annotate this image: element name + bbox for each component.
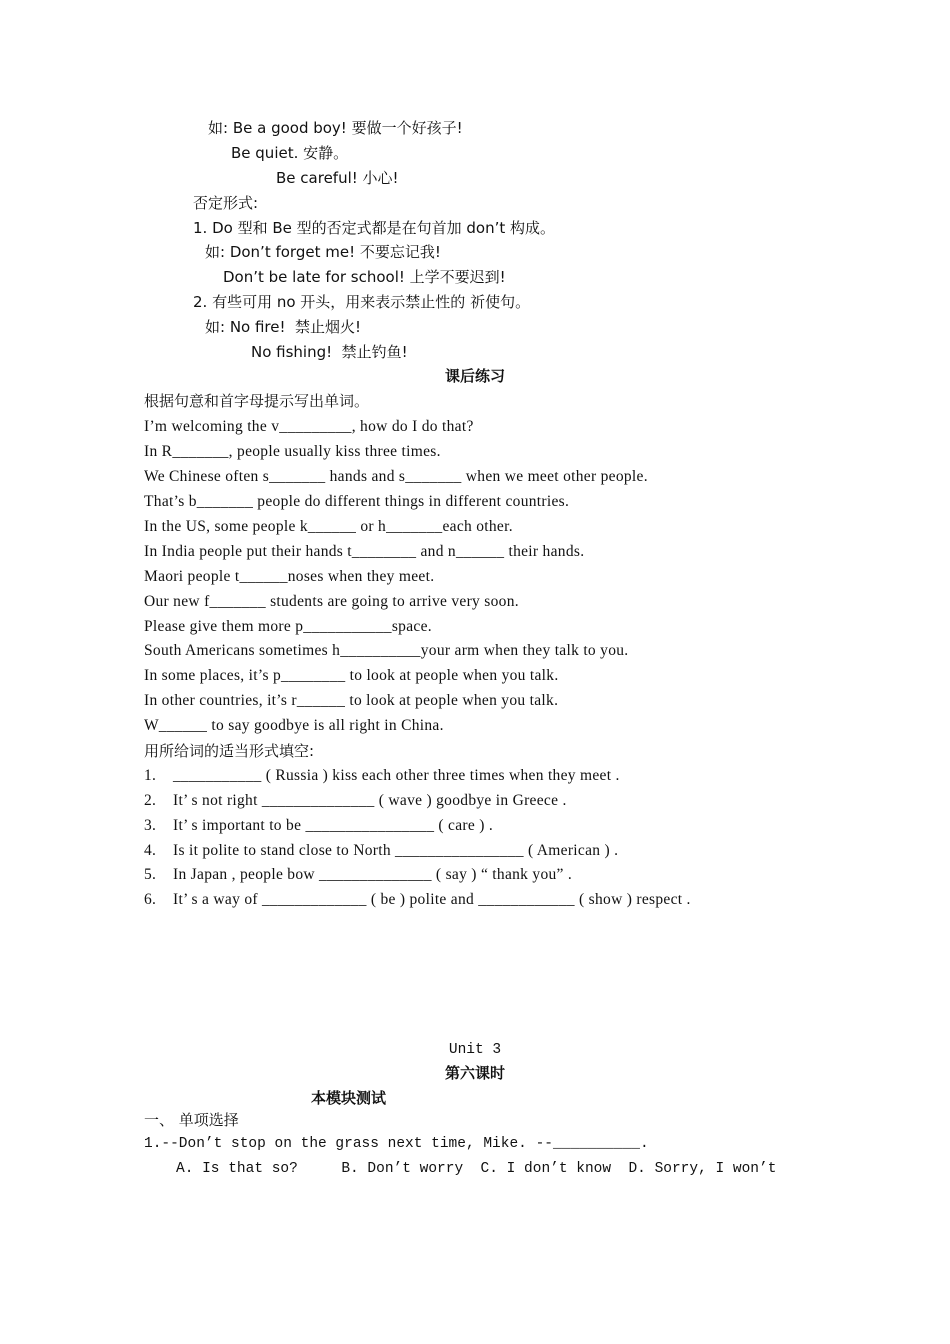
section-heading: 一、 单项选择	[144, 1111, 239, 1129]
rule-2: 2. 有些可用 no 开头，用来表示禁止性的 祈使句。	[193, 293, 531, 311]
item-number: 4.	[144, 842, 157, 859]
item-text: It’ s a way of _____________ ( be ) polite and ____________ ( show ) respect .	[173, 891, 691, 908]
question-1-options: A. Is that so? B. Don’t worry C. I don’t know D. Sorry, I won’t	[176, 1161, 777, 1177]
item-text: In Japan , people bow ______________ ( say ) “ thank you” .	[173, 866, 573, 883]
example-line: Don’t be late for school! 上学不要迟到!	[223, 268, 506, 286]
unit-heading: Unit 3	[448, 1042, 502, 1058]
exercise-item: South Americans sometimes h__________your arm when they talk to you.	[144, 642, 629, 659]
item-text: ___________ ( Russia ) kiss each other three times when they meet .	[173, 767, 620, 784]
exercise-item: Please give them more p___________space.	[144, 618, 432, 635]
example-line: Be careful! 小心!	[276, 169, 399, 187]
example-line: 如: Don’t forget me! 不要忘记我!	[205, 243, 441, 261]
item-text: Is it polite to stand close to North ________________ ( American ) .	[173, 842, 619, 859]
exercise-item: In some places, it’s p________ to look at people when you talk.	[144, 667, 559, 684]
item-text: It’ s important to be ________________ ( care ) .	[173, 817, 494, 834]
item-number: 2.	[144, 792, 157, 809]
question-1: 1.--Don’t stop on the grass next time, Mike. --__________.	[144, 1136, 649, 1152]
test-title: 本模块测试	[311, 1089, 387, 1107]
exercise-item: In India people put their hands t________ and n______ their hands.	[144, 543, 585, 560]
exercise-item: We Chinese often s_______ hands and s_______ when we meet other people.	[144, 468, 648, 485]
fill-item	[144, 841, 844, 861]
rule-1: 1. Do 型和 Be 型的否定式都是在句首加 don’t 构成。	[193, 219, 556, 237]
exercise-item: Maori people t______noses when they meet.	[144, 568, 435, 585]
negative-heading: 否定形式:	[193, 194, 259, 212]
exercise-item: Our new f_______ students are going to arrive very soon.	[144, 593, 519, 610]
example-line: 如: Be a good boy! 要做一个好孩子!	[208, 119, 463, 137]
fill-item	[144, 865, 844, 885]
exercise-item: That’s b_______ people do different things in different countries.	[144, 493, 570, 510]
part2-instruction: 用所给词的适当形式填空:	[144, 742, 315, 760]
exercises-title: 课后练习	[444, 367, 505, 385]
exercise-item: In other countries, it’s r______ to look at people when you talk.	[144, 692, 559, 709]
item-text: It’ s not right ______________ ( wave ) goodbye in Greece .	[173, 792, 567, 809]
item-number: 5.	[144, 866, 157, 883]
item-number: 6.	[144, 891, 157, 908]
example-line: Be quiet. 安静。	[231, 144, 349, 162]
exercise-item: I’m welcoming the v_________, how do I do that?	[144, 418, 474, 435]
fill-item	[144, 791, 844, 811]
fill-item	[144, 816, 844, 836]
lesson-heading: 第六课时	[444, 1064, 505, 1082]
exercise-item: In R_______, people usually kiss three times.	[144, 443, 441, 460]
item-number: 3.	[144, 817, 157, 834]
item-number: 1.	[144, 767, 157, 784]
example-line: 如: No fire! 禁止烟火!	[205, 318, 362, 336]
fill-item	[144, 766, 844, 786]
example-line: No fishing! 禁止钓鱼!	[251, 343, 408, 361]
exercise-item: In the US, some people k______ or h_______each other.	[144, 518, 513, 535]
part1-instruction: 根据句意和首字母提示写出单词。	[144, 392, 370, 410]
fill-item	[144, 890, 844, 910]
exercise-item: W______ to say goodbye is all right in China.	[144, 717, 444, 734]
